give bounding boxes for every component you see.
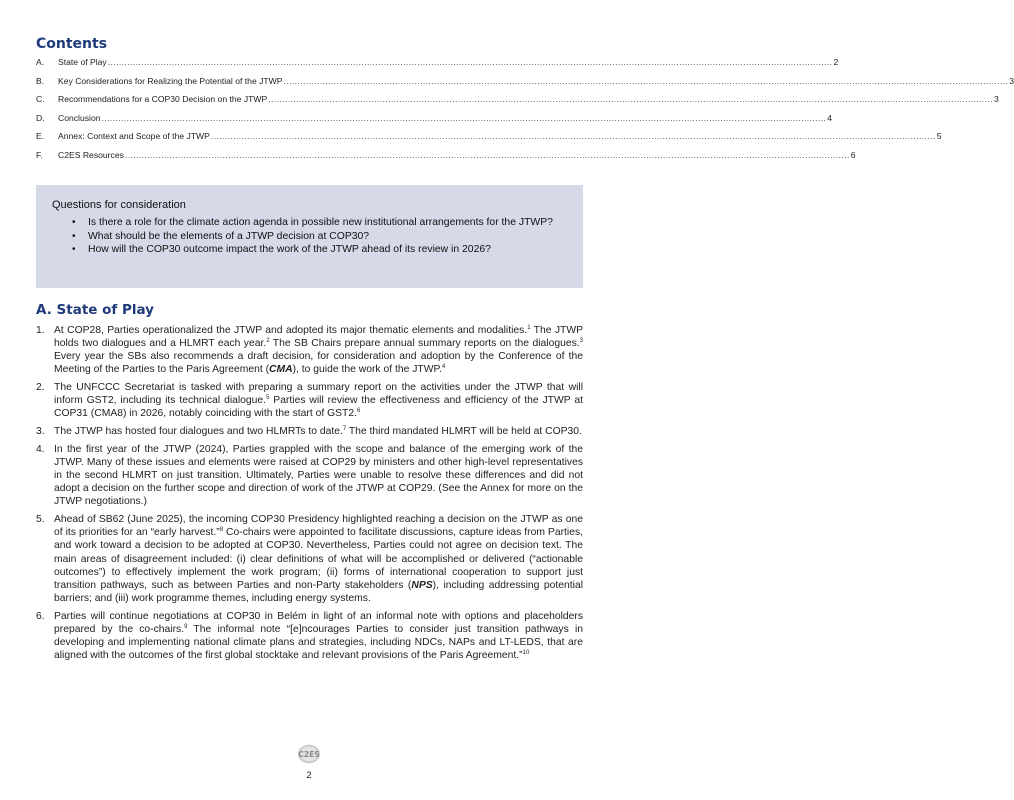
toc-page: 6 <box>850 149 856 160</box>
text-run: The third mandated HLMRT will be held at COP30. <box>346 426 582 438</box>
text-run: The SB Chairs prepare annual summary reports on the dialogues. <box>269 338 580 350</box>
text-run: In the first year of the JTWP (2024), Parties grappled with the scope and balance of the emerging work of the JTWP. Many of these issues and elements were raised at COP29 by ministers and other high-level representatives in the second HLMRT on just transition. Ultimately, Parties were unable to resolve these differences and did not adopt a decision on the further scope and direction of work of the JTWP at COP29. (See the Annex for more on the JTWP negotiations.) <box>54 443 583 508</box>
toc-page: 3 <box>994 94 999 105</box>
paragraph-number: 5. <box>36 514 45 526</box>
svg-text:C2ES: C2ES <box>298 750 320 759</box>
toc-entry[interactable] <box>36 75 1014 95</box>
questions-box <box>36 185 583 288</box>
paragraph-text <box>54 443 583 509</box>
toc-text: Key Considerations for Realizing the Potential of the JTWP <box>58 75 283 86</box>
paragraph-number: 2. <box>36 382 45 394</box>
paragraph-number: 1. <box>36 325 45 336</box>
toc-entry[interactable] <box>36 131 942 150</box>
toc-leader-dots: .................................................................................................................................................................................................................................................................... <box>107 57 833 67</box>
text-run: Ahead of SB62 (June 2025), the incoming COP30 Presidency highlighted reaching a decision on the JTWP as one of its priorities for an “early harvest.” <box>54 514 583 539</box>
question-item: • Is there a role for the climate action agenda in possible new institutional arrangements for the JTWP? <box>72 216 567 230</box>
numbered-paragraph <box>36 443 583 509</box>
questions-list <box>72 216 567 257</box>
acronym: CMA <box>269 364 293 376</box>
paragraph-text <box>54 425 583 438</box>
text-run: The JTWP holds two dialogues and a HLMRT each year. <box>54 325 583 350</box>
text-run: ), including addressing potential barriers; and (iii) work programme themes, including energy systems. <box>54 579 583 604</box>
toc-text: Recommendations for a COP30 Decision on the JTWP <box>58 94 268 105</box>
toc-letter: B. <box>36 75 45 86</box>
footnote-ref[interactable]: 6 <box>356 408 361 415</box>
toc-page: 4 <box>827 112 833 123</box>
text-run: ), to guide the work of the JTWP. <box>292 364 442 376</box>
footnote-ref[interactable]: 7 <box>342 426 347 433</box>
toc-text: Conclusion <box>58 112 101 123</box>
text-run: The UNFCCC Secretariat is tasked with preparing a summary report on the activities under the JTWP that will inform GST2, including its technical dialogue. <box>54 382 583 407</box>
toc-entry[interactable] <box>36 149 856 169</box>
numbered-paragraph <box>36 425 583 438</box>
toc-leader-dots: .................................................................................................................................................................................................................................................................... <box>268 94 993 105</box>
table-of-contents <box>36 57 1014 169</box>
footnote-ref[interactable]: 2 <box>266 338 270 345</box>
questions-title: Questions for consideration <box>52 199 186 211</box>
numbered-paragraph <box>36 381 583 420</box>
toc-letter: D. <box>36 112 45 123</box>
footnote-ref[interactable]: 4 <box>441 364 446 371</box>
toc-entry[interactable] <box>36 57 839 76</box>
toc-leader-dots: .................................................................................................................................................................................................................................................................... <box>124 149 850 160</box>
footnote-ref[interactable]: 3 <box>579 338 583 345</box>
text-run: The informal note “[e]ncourages Parties to consider just transition pathways in developing and implementing national climate plans and strategies, including NDCs, NAPs and LT-LEDS, that are aligned with the outcomes of the first global stocktake and relevant provisions of the Paris Agreement.” <box>54 623 583 662</box>
c2es-logo <box>297 744 321 764</box>
toc-leader-dots: .................................................................................................................................................................................................................................................................... <box>283 75 1009 86</box>
text-run: Every year the SBs also recommends a draft decision, for consideration and adoption by the Conference of the Meeting of the Parties to the Paris Agreement ( <box>54 351 583 376</box>
paragraph-number: 4. <box>36 443 45 455</box>
text-run: Parties will continue negotiations at COP30 in Belém in light of an informal note with options and placeholders prepared by the co-chairs. <box>54 610 583 635</box>
toc-letter: E. <box>36 131 45 142</box>
question-item: • How will the COP30 outcome impact the work of the JTWP ahead of its review in 2026? <box>72 243 567 257</box>
footnote-ref[interactable]: 10 <box>522 650 530 657</box>
numbered-paragraph <box>36 610 583 663</box>
paragraph-list <box>36 324 583 667</box>
text-run: Parties will review the effectiveness and efficiency of the JTWP at COP31 (CMA8) in 2026, notably coinciding with the start of GST2. <box>54 395 583 420</box>
toc-letter: A. <box>36 57 45 67</box>
toc-entry[interactable] <box>36 94 999 113</box>
toc-leader-dots: .................................................................................................................................................................................................................................................................... <box>210 131 936 142</box>
acronym: NPS <box>411 579 433 591</box>
toc-entry[interactable] <box>36 112 833 132</box>
paragraph-text <box>54 513 583 605</box>
page-number: 2 <box>306 770 312 781</box>
text-run: The JTWP has hosted four dialogues and two HLMRTs to date. <box>54 426 343 438</box>
toc-page: 2 <box>833 57 839 67</box>
paragraph-text <box>54 610 583 663</box>
toc-text: C2ES Resources <box>58 149 124 160</box>
text-run: At COP28, Parties operationalized the JTWP and adopted its major thematic elements and modalities. <box>54 325 528 336</box>
toc-letter: C. <box>36 94 45 105</box>
paragraph-number: 3. <box>36 426 45 438</box>
footnote-ref[interactable]: 1 <box>527 325 531 331</box>
footnote-ref[interactable]: 9 <box>184 623 188 630</box>
footnote-ref[interactable]: 8 <box>219 527 224 534</box>
toc-letter: F. <box>36 149 43 160</box>
contents-title: Contents <box>36 36 108 52</box>
paragraph-text <box>54 381 583 420</box>
paragraph-number: 6. <box>36 610 45 622</box>
toc-page: 3 <box>1009 75 1014 86</box>
numbered-paragraph <box>36 513 583 605</box>
toc-text: Annex: Context and Scope of the JTWP <box>58 131 210 142</box>
numbered-paragraph <box>36 324 583 377</box>
toc-leader-dots: .................................................................................................................................................................................................................................................................... <box>101 112 827 123</box>
question-item: • What should be the elements of a JTWP decision at COP30? <box>72 230 567 244</box>
paragraph-text <box>54 324 583 377</box>
footnote-ref[interactable]: 5 <box>266 395 270 402</box>
text-run: Co-chairs were appointed to facilitate discussions, capture ideas from Parties, and work toward a decision to be adopted at COP30. Nevertheless, Parties could not agree on decision text. The main areas of disagreement included: (i) clear definitions of what will be accomplished or delivered (“actionable outcomes”) to effectively implement the work program; (ii) forms of international cooperation to support just transition pathways, such as between Parties and non-Party stakeholders ( <box>54 527 583 591</box>
toc-text: State of Play <box>58 57 107 67</box>
toc-page: 5 <box>936 131 942 142</box>
section-title: A. State of Play <box>36 302 154 318</box>
